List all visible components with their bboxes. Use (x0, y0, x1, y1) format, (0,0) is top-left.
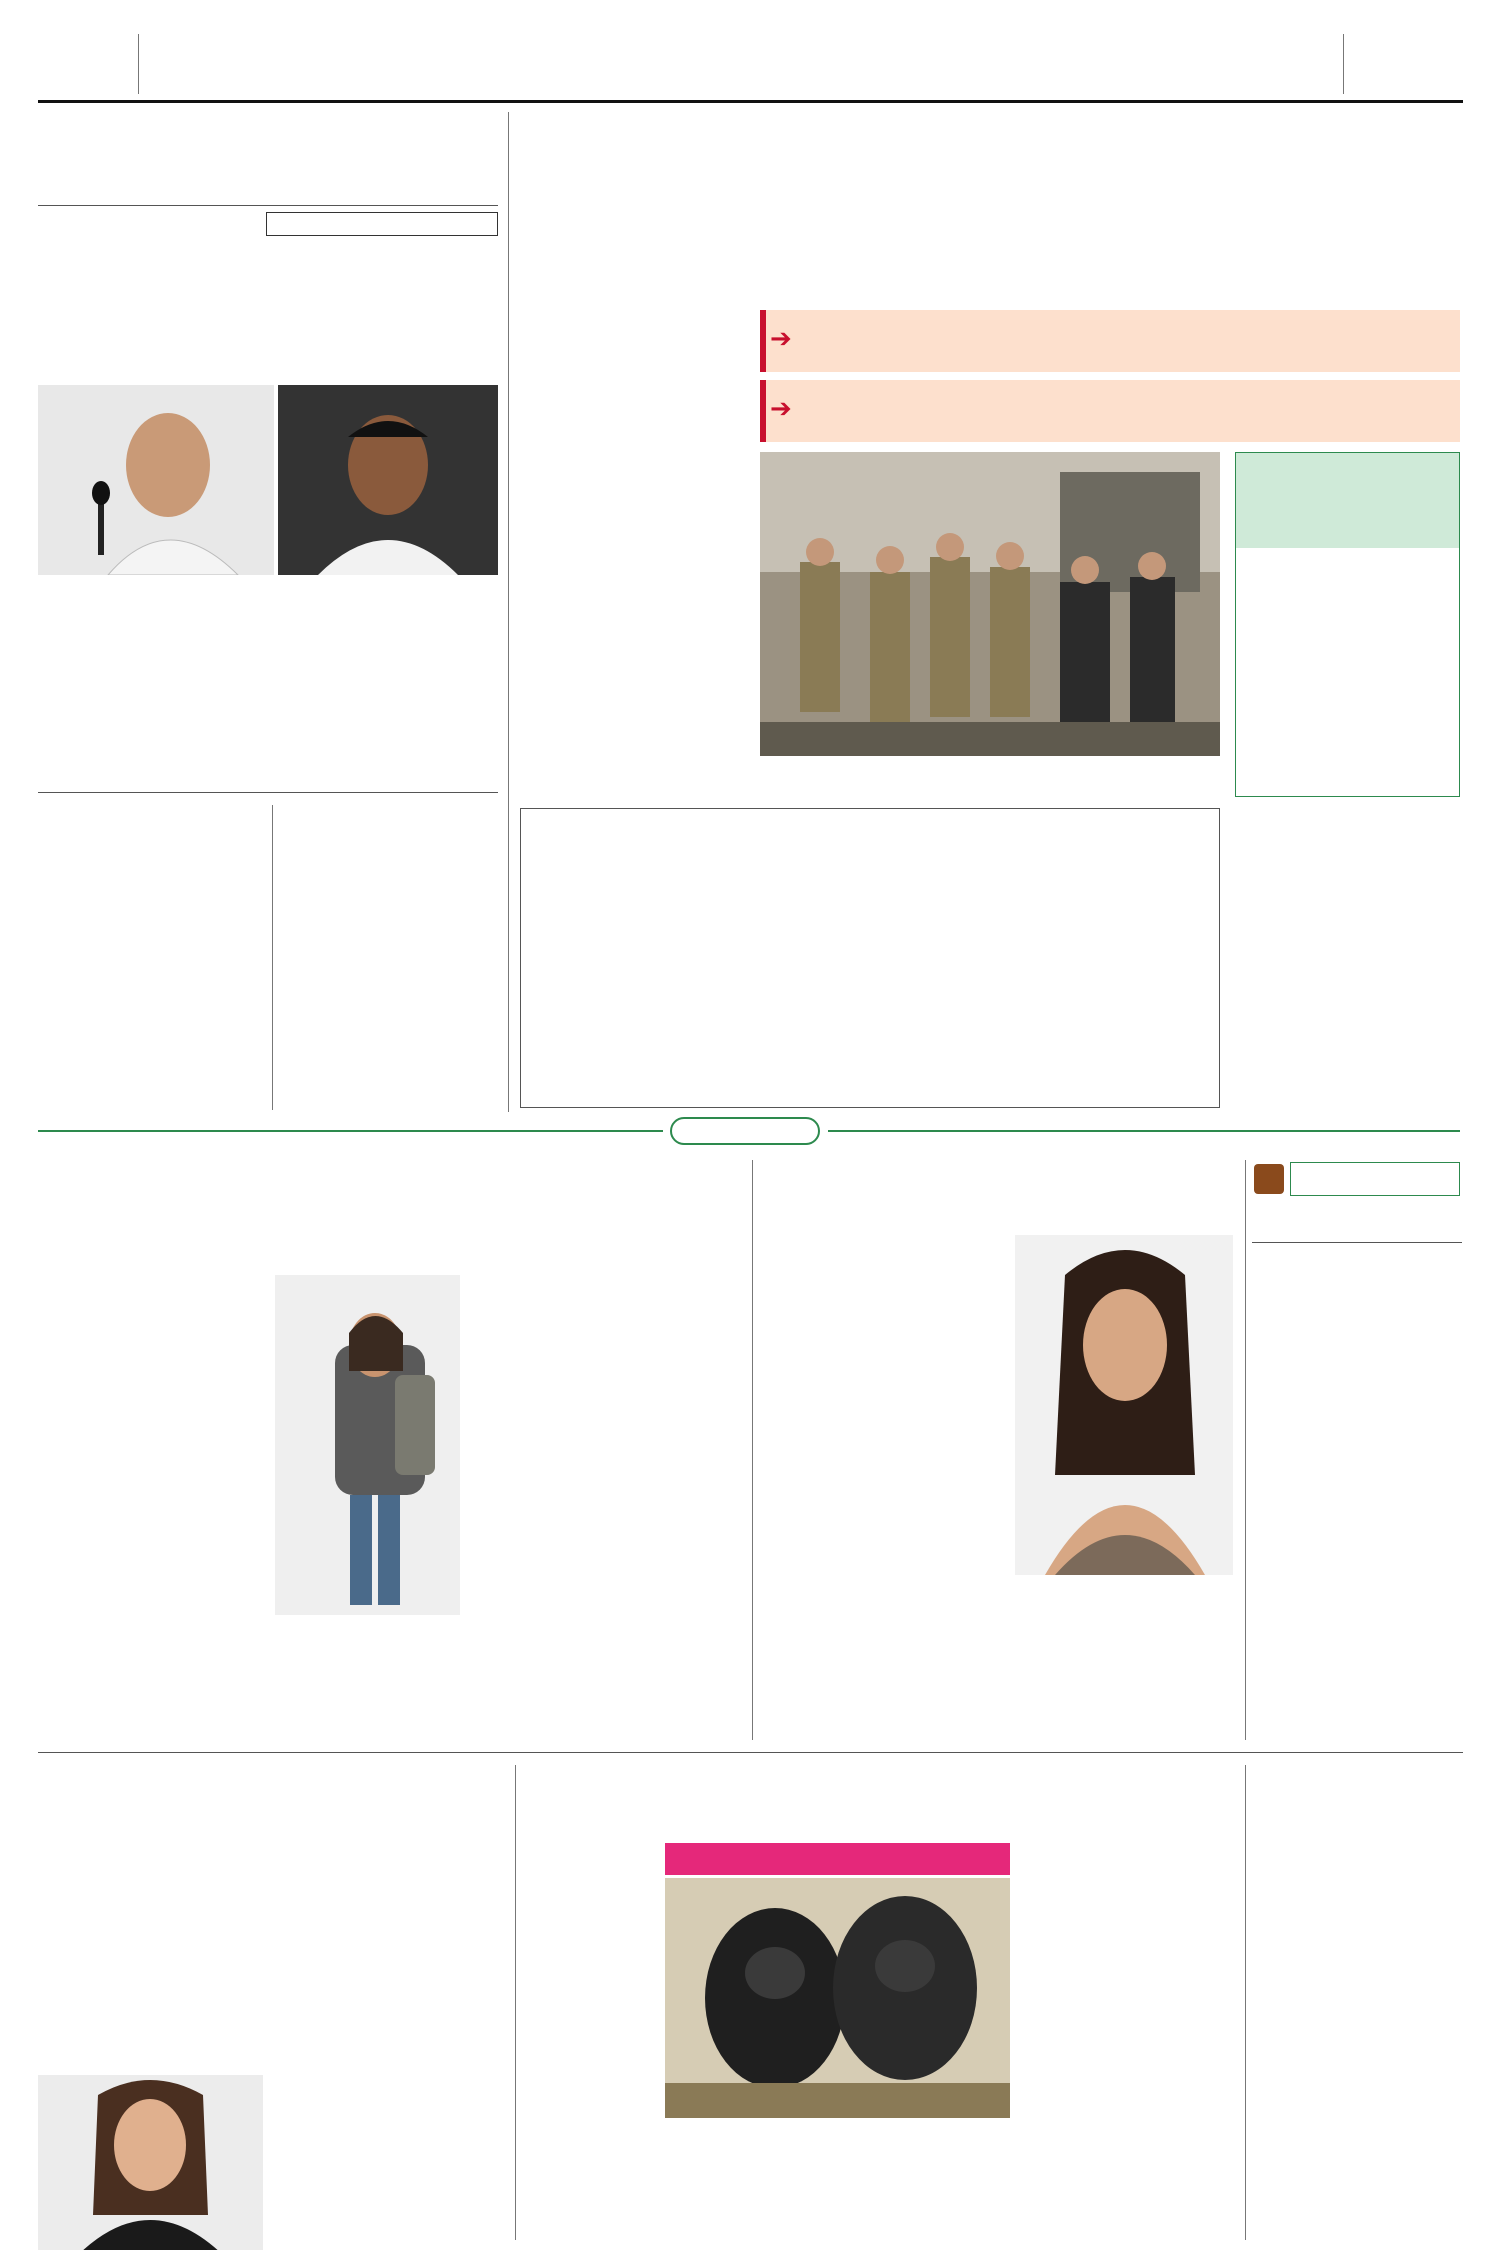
vishram-body (38, 1840, 263, 2070)
hizbul-body (533, 887, 1209, 1101)
ekakalin-body (38, 890, 266, 1110)
shahabuddin-photo (278, 385, 498, 575)
shahabuddin-subhead (266, 212, 498, 236)
gorilla-body-left (528, 1840, 660, 2240)
gorilla-photo (665, 1878, 1010, 2118)
fursat-label (670, 1117, 820, 1145)
hizbul-body-right (1235, 808, 1460, 1108)
itihas-item1-body (1252, 1285, 1462, 1735)
kashmir-photo-caption (760, 762, 1220, 796)
itihas-subhead (1252, 1210, 1462, 1240)
shahabuddin-body-2 (38, 605, 498, 780)
vishram-body-right (272, 1840, 508, 2240)
mota-photo (1015, 1235, 1233, 1575)
itihas-item2-body (1252, 1808, 1462, 2240)
gorilla-body-mid (665, 2125, 1010, 2240)
pak-box-headline (1236, 453, 1459, 548)
mahila-body-left (38, 1240, 268, 1740)
itihas-box (1252, 1160, 1462, 1740)
mota-body (765, 1235, 1005, 1740)
mota-caption (1015, 1580, 1233, 1620)
mahila-body-right (470, 1240, 742, 1740)
gramophone-icon (1254, 1164, 1284, 1194)
nitish-photo (38, 385, 274, 575)
gorilla-body-right (1018, 1840, 1238, 2240)
kashmir-photo (760, 452, 1220, 756)
vishram-photo (38, 2075, 263, 2250)
kashmir-point-2: ➔ (760, 380, 1460, 442)
mahila-photo (275, 1275, 460, 1615)
gorilla-banner (665, 1843, 1010, 1875)
shahabuddin-dateline (38, 212, 258, 372)
hizbul-box (520, 808, 1220, 1108)
itihas-item2-head (1252, 1770, 1462, 1800)
itihas-label-text (1290, 1162, 1460, 1196)
russia-body (280, 850, 498, 1110)
shahabuddin-body (266, 242, 498, 372)
pak-box-body (1244, 555, 1451, 790)
kashmir-point-1: ➔ (760, 310, 1460, 372)
pak-box (1235, 452, 1460, 797)
itihas-item1-head (1252, 1250, 1462, 1278)
masthead (38, 30, 1463, 98)
itihas-label (1252, 1160, 1462, 1200)
kashmir-body-left (520, 305, 755, 745)
